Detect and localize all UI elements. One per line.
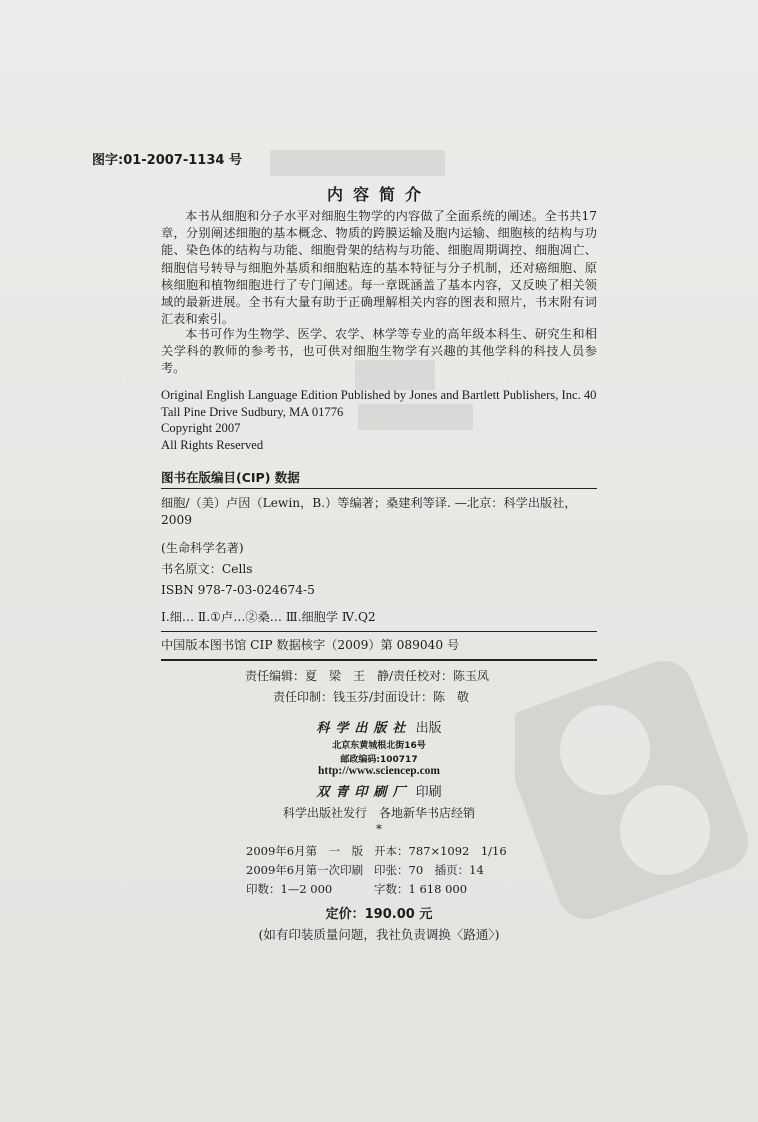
copyright-line: Copyright 2007 [161, 421, 241, 436]
divider [161, 488, 597, 489]
print-run-info: 印数：1—2 000 [246, 882, 333, 896]
intro-heading: 内容简介 [326, 185, 431, 204]
production-credits: 责任印制：钱玉芬/封面设计：陈 敬 [273, 690, 470, 704]
publisher-postcode: 邮政编码:100717 [340, 755, 418, 765]
intro-paragraph: 本书从细胞和分子水平对细胞生物学的内容做了全面系统的阐述。全书共17章，分别阐述细胞的基本概念、物质的跨膜运输及胞内运输、细胞核的结构与功能、染色体的结构与功能、细胞骨架的结构与功能、细胞周期调控、细胞凋亡、细胞信号转导与细胞外基质和细胞粘连的基本特征与分子机制，还对癌细胞、原核细胞和植物细胞进行了专门阐述。每一章既涵盖了基本内容，又反映了相关领域的最新进展。全书有大量有助于正确理解相关内容的图表和照片，书末附有词汇表和索引。 [161, 209, 597, 327]
publisher-website: http://www.sciencep.com [317, 765, 440, 777]
editor-credits: 责任编辑：夏 梁 王 静/责任校对：陈玉凤 [245, 669, 490, 683]
background-decoration [270, 150, 445, 176]
cip-heading: 图书在版编目(CIP) 数据 [161, 470, 300, 485]
printer-action: 印刷 [415, 785, 442, 800]
cip-isbn: ISBN 978-7-03-024674-5 [161, 583, 315, 597]
publisher-address: 北京东黄城根北街16号 [332, 741, 426, 751]
print-specs [246, 843, 534, 897]
cip-series: (生命科学名著) [161, 541, 244, 555]
divider [161, 659, 597, 661]
english-rights-notice [161, 387, 597, 453]
word-count-info: 字数：1 618 000 [374, 882, 468, 896]
publisher-name: 科学出版社 [316, 721, 412, 736]
printer-line [0, 781, 758, 800]
price: 定价：190.00 元 [325, 907, 433, 922]
separator-dot: * [376, 822, 382, 836]
printer-name: 双青印刷厂 [316, 785, 412, 800]
quality-notice: (如有印装质量问题，我社负责调换〈路通〉) [258, 927, 500, 942]
edition-info: 2009年6月第 一 版 [246, 844, 364, 858]
format-info: 开本：787×1092 1/16 [374, 844, 507, 858]
printing-info: 2009年6月第一次印刷 [246, 863, 364, 877]
publisher-line [0, 717, 758, 736]
intro-paragraph: 本书可作为生物学、医学、农学、林学等专业的高年级本科生、研究生和相关学科的教师的参考书，也可供对细胞生物学有兴趣的其他学科的科技人员参考。 [161, 327, 597, 376]
cip-entry: 细胞/（美）卢因（Lewin，B.）等编著；桑建利等译. —北京：科学出版社，2009 [161, 496, 577, 527]
sheets-info: 印张：70 插页：14 [374, 863, 484, 877]
cip-classification: Ⅰ.细… Ⅱ.①卢…②桑… Ⅲ.细胞学 Ⅳ.Q2 [161, 610, 376, 624]
license-number: 图字:01-2007-1134 号 [92, 153, 242, 168]
rights-line: All Rights Reserved [161, 437, 264, 452]
cip-number: 中国版本图书馆 CIP 数据核字（2009）第 089040 号 [161, 638, 460, 652]
original-edition-line: Original English Language Edition Published by Jones and Bartlett Publishers, Inc. 40 Tall Pine Drive Sudbury, MA 01776 [161, 388, 597, 419]
cip-original-title: 书名原文：Cells [161, 562, 253, 576]
distribution-line: 科学出版社发行 各地新华书店经销 [282, 806, 475, 820]
divider [161, 631, 597, 632]
publisher-action: 出版 [415, 721, 442, 736]
